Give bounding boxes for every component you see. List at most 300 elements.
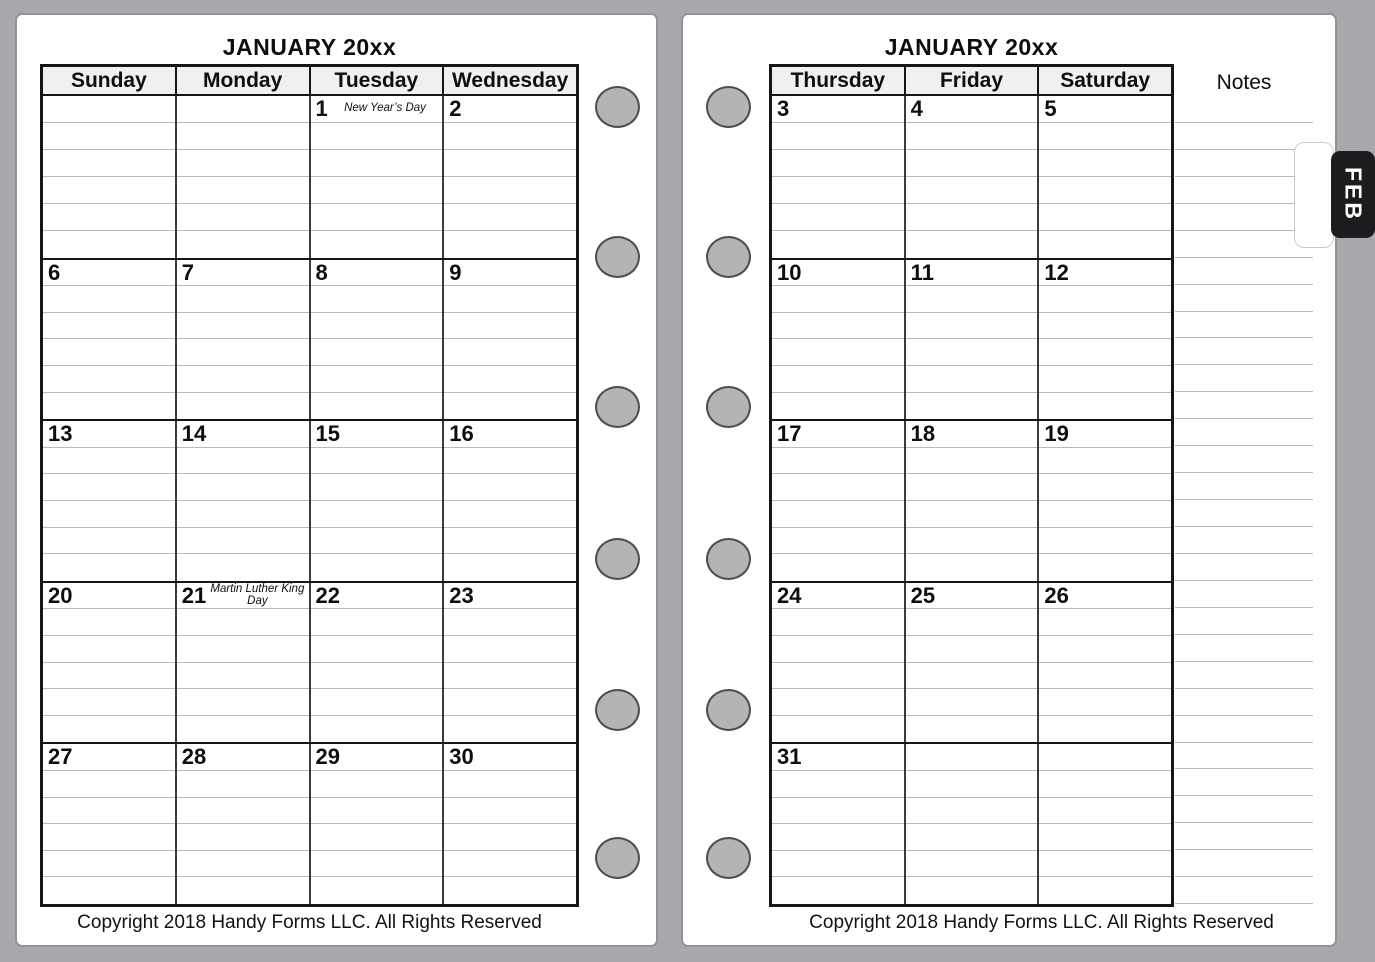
writing-line (772, 851, 904, 878)
notes-ruled-line (1175, 769, 1313, 796)
date-line (177, 583, 309, 610)
writing-line (772, 877, 904, 904)
week-row-2 (43, 258, 576, 420)
writing-line (1039, 636, 1171, 663)
date-line (311, 744, 443, 771)
date-line (177, 260, 309, 287)
date-number: 25 (910, 582, 936, 608)
day-header-row (772, 67, 1171, 96)
right-calendar-table (769, 64, 1174, 907)
writing-line (311, 663, 443, 690)
day-cell-3 (772, 96, 904, 258)
writing-line (177, 204, 309, 231)
date-number: 5 (1044, 96, 1057, 121)
writing-line (177, 339, 309, 366)
binder-hole (706, 236, 751, 278)
notes-ruled-line (1175, 258, 1313, 285)
writing-line (772, 366, 904, 393)
writing-line (311, 339, 443, 366)
writing-line (772, 448, 904, 475)
writing-line (177, 636, 309, 663)
day-cell-1 (309, 96, 443, 258)
writing-line (43, 663, 175, 690)
notes-ruled-line (1175, 419, 1313, 446)
feb-month-tab[interactable] (1331, 151, 1375, 238)
writing-line (43, 798, 175, 825)
notes-column-label: Notes (1216, 71, 1272, 94)
writing-line (772, 177, 904, 204)
writing-line (444, 286, 576, 313)
writing-line (311, 689, 443, 716)
writing-line (906, 771, 1038, 798)
writing-line (1039, 798, 1171, 825)
day-cell-7 (175, 260, 309, 420)
notes-ruled-line (1175, 392, 1313, 419)
writing-line (444, 474, 576, 501)
writing-line (177, 474, 309, 501)
writing-line (1039, 824, 1171, 851)
writing-line (43, 448, 175, 475)
day-header-row (43, 67, 576, 96)
notes-ruled-line (1175, 96, 1313, 123)
day-cell-29 (309, 744, 443, 904)
writing-line (772, 689, 904, 716)
writing-line (906, 123, 1038, 150)
day-header-monday: Monday (175, 67, 309, 94)
binder-hole (595, 86, 640, 128)
writing-line (1039, 150, 1171, 177)
writing-line (311, 231, 443, 258)
writing-line (906, 663, 1038, 690)
date-number: 8 (315, 259, 328, 285)
writing-line (43, 716, 175, 743)
writing-line (311, 554, 443, 581)
writing-line (1039, 663, 1171, 690)
writing-line (444, 716, 576, 743)
date-number: 24 (777, 582, 802, 608)
writing-line (177, 177, 309, 204)
writing-line (43, 851, 175, 878)
writing-line (906, 609, 1038, 636)
day-cell-empty (175, 96, 309, 258)
notes-ruled-line (1175, 365, 1313, 392)
writing-line (177, 798, 309, 825)
day-header-sunday: Sunday (43, 67, 175, 94)
date-line (1039, 421, 1171, 448)
date-number (177, 96, 182, 122)
day-cell-empty (43, 96, 175, 258)
date-number (1039, 744, 1044, 770)
writing-line (177, 771, 309, 798)
date-number: 27 (48, 744, 73, 770)
writing-line (311, 150, 443, 177)
writing-line (1039, 123, 1171, 150)
writing-line (177, 716, 309, 743)
writing-line (177, 366, 309, 393)
writing-line (43, 877, 175, 904)
date-line (906, 421, 1038, 448)
date-number (43, 96, 48, 122)
writing-line (772, 501, 904, 528)
binder-hole (706, 837, 751, 879)
writing-line (311, 313, 443, 340)
notes-ruled-line (1175, 689, 1313, 716)
writing-line (772, 204, 904, 231)
writing-line (906, 851, 1038, 878)
writing-line (906, 528, 1038, 555)
week-row-4 (43, 581, 576, 743)
writing-line (444, 123, 576, 150)
notes-ruled-line (1175, 743, 1313, 770)
writing-line (177, 663, 309, 690)
writing-line (43, 824, 175, 851)
writing-line (177, 528, 309, 555)
writing-line (772, 716, 904, 743)
writing-line (444, 609, 576, 636)
date-line (444, 583, 576, 610)
writing-line (311, 204, 443, 231)
writing-line (772, 313, 904, 340)
writing-line (43, 231, 175, 258)
writing-line (1039, 771, 1171, 798)
date-number: 7 (181, 259, 194, 285)
date-line (906, 260, 1038, 287)
date-line (772, 583, 904, 610)
date-number: 23 (449, 582, 474, 608)
writing-line (311, 474, 443, 501)
writing-line (43, 339, 175, 366)
date-line (43, 744, 175, 771)
writing-line (772, 339, 904, 366)
date-line (311, 421, 443, 448)
writing-line (177, 448, 309, 475)
writing-line (177, 393, 309, 420)
date-line (444, 421, 576, 448)
date-number: 31 (777, 744, 802, 770)
writing-line (311, 771, 443, 798)
writing-line (444, 150, 576, 177)
writing-line (177, 123, 309, 150)
writing-line (1039, 528, 1171, 555)
writing-line (444, 366, 576, 393)
writing-line (311, 716, 443, 743)
day-cell-6 (43, 260, 175, 420)
writing-line (43, 609, 175, 636)
notes-ruled-line (1175, 150, 1313, 177)
notes-ruled-line (1175, 581, 1313, 608)
feb-tab-backing (1294, 142, 1334, 248)
day-cell-19 (1037, 421, 1171, 581)
writing-line (311, 636, 443, 663)
holiday-label: Martin Luther King Day (210, 583, 305, 607)
writing-line (177, 554, 309, 581)
writing-line (43, 123, 175, 150)
writing-line (772, 474, 904, 501)
writing-line (772, 636, 904, 663)
writing-line (311, 448, 443, 475)
notes-ruled-lines (1175, 96, 1313, 904)
date-number: 2 (449, 96, 462, 121)
writing-line (1039, 851, 1171, 878)
writing-line (1039, 204, 1171, 231)
writing-line (444, 313, 576, 340)
week-row-1 (43, 96, 576, 258)
writing-line (311, 824, 443, 851)
date-line (772, 260, 904, 287)
writing-line (444, 204, 576, 231)
day-cell-27 (43, 744, 175, 904)
writing-line (311, 393, 443, 420)
date-line (311, 583, 443, 610)
feb-tab-label: FEB (1340, 167, 1367, 222)
writing-line (43, 636, 175, 663)
writing-line (772, 554, 904, 581)
day-cell-25 (904, 583, 1038, 743)
day-cell-20 (43, 583, 175, 743)
writing-line (43, 501, 175, 528)
notes-ruled-line (1175, 823, 1313, 850)
writing-line (906, 177, 1038, 204)
day-cell-4 (904, 96, 1038, 258)
writing-line (906, 313, 1038, 340)
week-row-5 (772, 742, 1171, 904)
notes-ruled-line (1175, 123, 1313, 150)
date-number: 11 (910, 259, 934, 285)
writing-line (772, 528, 904, 555)
date-number: 4 (910, 96, 923, 121)
date-line (43, 260, 175, 287)
writing-line (1039, 177, 1171, 204)
day-cell-14 (175, 421, 309, 581)
date-line (444, 744, 576, 771)
date-line (43, 421, 175, 448)
day-cell-9 (442, 260, 576, 420)
writing-line (1039, 231, 1171, 258)
writing-line (772, 393, 904, 420)
writing-line (311, 366, 443, 393)
date-number: 9 (449, 259, 462, 285)
writing-line (444, 636, 576, 663)
day-cell-empty (1037, 744, 1171, 904)
writing-line (906, 231, 1038, 258)
writing-line (444, 771, 576, 798)
date-number: 29 (315, 744, 340, 770)
binder-hole (595, 236, 640, 278)
writing-line (1039, 554, 1171, 581)
writing-line (1039, 689, 1171, 716)
writing-line (444, 554, 576, 581)
writing-line (444, 798, 576, 825)
date-line (311, 260, 443, 287)
date-line (906, 96, 1038, 123)
binder-hole (706, 386, 751, 428)
writing-line (177, 824, 309, 851)
writing-line (906, 554, 1038, 581)
day-cell-21 (175, 583, 309, 743)
day-cell-23 (442, 583, 576, 743)
writing-line (444, 177, 576, 204)
writing-line (43, 393, 175, 420)
day-header-wednesday: Wednesday (442, 67, 576, 94)
writing-line (444, 877, 576, 904)
notes-ruled-line (1175, 338, 1313, 365)
writing-line (311, 609, 443, 636)
writing-line (906, 150, 1038, 177)
writing-line (177, 286, 309, 313)
writing-line (43, 177, 175, 204)
date-line (1039, 96, 1171, 123)
day-cell-28 (175, 744, 309, 904)
date-number: 1 (315, 96, 328, 121)
day-cell-13 (43, 421, 175, 581)
left-calendar-table (40, 64, 579, 907)
right-page (681, 13, 1337, 947)
day-cell-26 (1037, 583, 1171, 743)
week-row-4 (772, 581, 1171, 743)
writing-line (444, 689, 576, 716)
day-cell-2 (442, 96, 576, 258)
writing-line (1039, 474, 1171, 501)
notes-ruled-line (1175, 608, 1313, 635)
right-copyright: Copyright 2018 Handy Forms LLC. All Rights Reserved (809, 912, 1274, 933)
binder-hole (595, 837, 640, 879)
date-line (444, 260, 576, 287)
date-line (772, 421, 904, 448)
right-page-title: JANUARY 20xx (884, 34, 1059, 60)
date-number: 21 (181, 582, 207, 608)
writing-line (772, 824, 904, 851)
day-header-saturday: Saturday (1037, 67, 1171, 94)
writing-line (906, 636, 1038, 663)
week-row-5 (43, 742, 576, 904)
notes-ruled-line (1175, 554, 1313, 581)
writing-line (43, 689, 175, 716)
writing-line (906, 393, 1038, 420)
notes-ruled-line (1175, 527, 1313, 554)
writing-line (177, 877, 309, 904)
writing-line (43, 474, 175, 501)
binder-hole (595, 538, 640, 580)
writing-line (43, 366, 175, 393)
date-line (1039, 260, 1171, 287)
date-number: 10 (777, 259, 802, 285)
writing-line (772, 609, 904, 636)
writing-line (444, 528, 576, 555)
writing-line (772, 123, 904, 150)
notes-ruled-line (1175, 877, 1313, 904)
writing-line (1039, 501, 1171, 528)
day-cell-18 (904, 421, 1038, 581)
writing-line (1039, 313, 1171, 340)
writing-line (906, 339, 1038, 366)
notes-ruled-line (1175, 662, 1313, 689)
writing-line (1039, 366, 1171, 393)
date-line (772, 744, 904, 771)
writing-line (177, 609, 309, 636)
date-number: 15 (315, 421, 340, 447)
writing-line (906, 689, 1038, 716)
date-number: 12 (1044, 259, 1069, 285)
notes-ruled-line (1175, 850, 1313, 877)
day-cell-11 (904, 260, 1038, 420)
date-number: 20 (48, 582, 73, 608)
binder-hole (706, 86, 751, 128)
writing-line (43, 204, 175, 231)
writing-line (444, 231, 576, 258)
writing-line (772, 663, 904, 690)
writing-line (311, 286, 443, 313)
writing-line (772, 286, 904, 313)
holiday-label: New Year’s Day (344, 102, 426, 115)
day-cell-22 (309, 583, 443, 743)
writing-line (311, 798, 443, 825)
writing-line (1039, 716, 1171, 743)
day-cell-15 (309, 421, 443, 581)
writing-line (772, 231, 904, 258)
writing-line (772, 771, 904, 798)
date-line (1039, 583, 1171, 610)
day-cell-10 (772, 260, 904, 420)
notes-ruled-line (1175, 500, 1313, 527)
day-cell-16 (442, 421, 576, 581)
writing-line (906, 877, 1038, 904)
day-cell-24 (772, 583, 904, 743)
date-number: 28 (181, 744, 207, 770)
day-cell-12 (1037, 260, 1171, 420)
writing-line (444, 824, 576, 851)
notes-ruled-line (1175, 446, 1313, 473)
date-line (177, 421, 309, 448)
writing-line (444, 663, 576, 690)
writing-line (177, 689, 309, 716)
day-cell-17 (772, 421, 904, 581)
binder-hole (706, 538, 751, 580)
writing-line (906, 204, 1038, 231)
date-line (444, 96, 576, 123)
date-line (1039, 744, 1171, 771)
notes-ruled-line (1175, 796, 1313, 823)
writing-line (177, 150, 309, 177)
notes-ruled-line (1175, 473, 1313, 500)
day-header-friday: Friday (904, 67, 1038, 94)
left-copyright: Copyright 2018 Handy Forms LLC. All Rights Reserved (77, 912, 542, 933)
notes-ruled-line (1175, 231, 1313, 258)
date-number: 17 (777, 421, 802, 447)
notes-ruled-line (1175, 177, 1313, 204)
week-row-3 (772, 419, 1171, 581)
day-cell-5 (1037, 96, 1171, 258)
week-row-3 (43, 419, 576, 581)
day-cell-8 (309, 260, 443, 420)
date-number: 30 (449, 744, 474, 770)
date-number: 13 (48, 421, 73, 447)
writing-line (43, 313, 175, 340)
date-line (177, 96, 309, 123)
writing-line (311, 123, 443, 150)
writing-line (43, 528, 175, 555)
week-row-2 (772, 258, 1171, 420)
date-number: 14 (181, 421, 207, 447)
left-page-title: JANUARY 20xx (222, 34, 397, 60)
writing-line (444, 851, 576, 878)
date-number: 18 (910, 421, 936, 447)
day-cell-empty (904, 744, 1038, 904)
writing-line (43, 554, 175, 581)
day-header-tuesday: Tuesday (309, 67, 443, 94)
date-number: 3 (777, 96, 790, 121)
date-number: 16 (449, 421, 474, 447)
date-number: 22 (315, 582, 340, 608)
